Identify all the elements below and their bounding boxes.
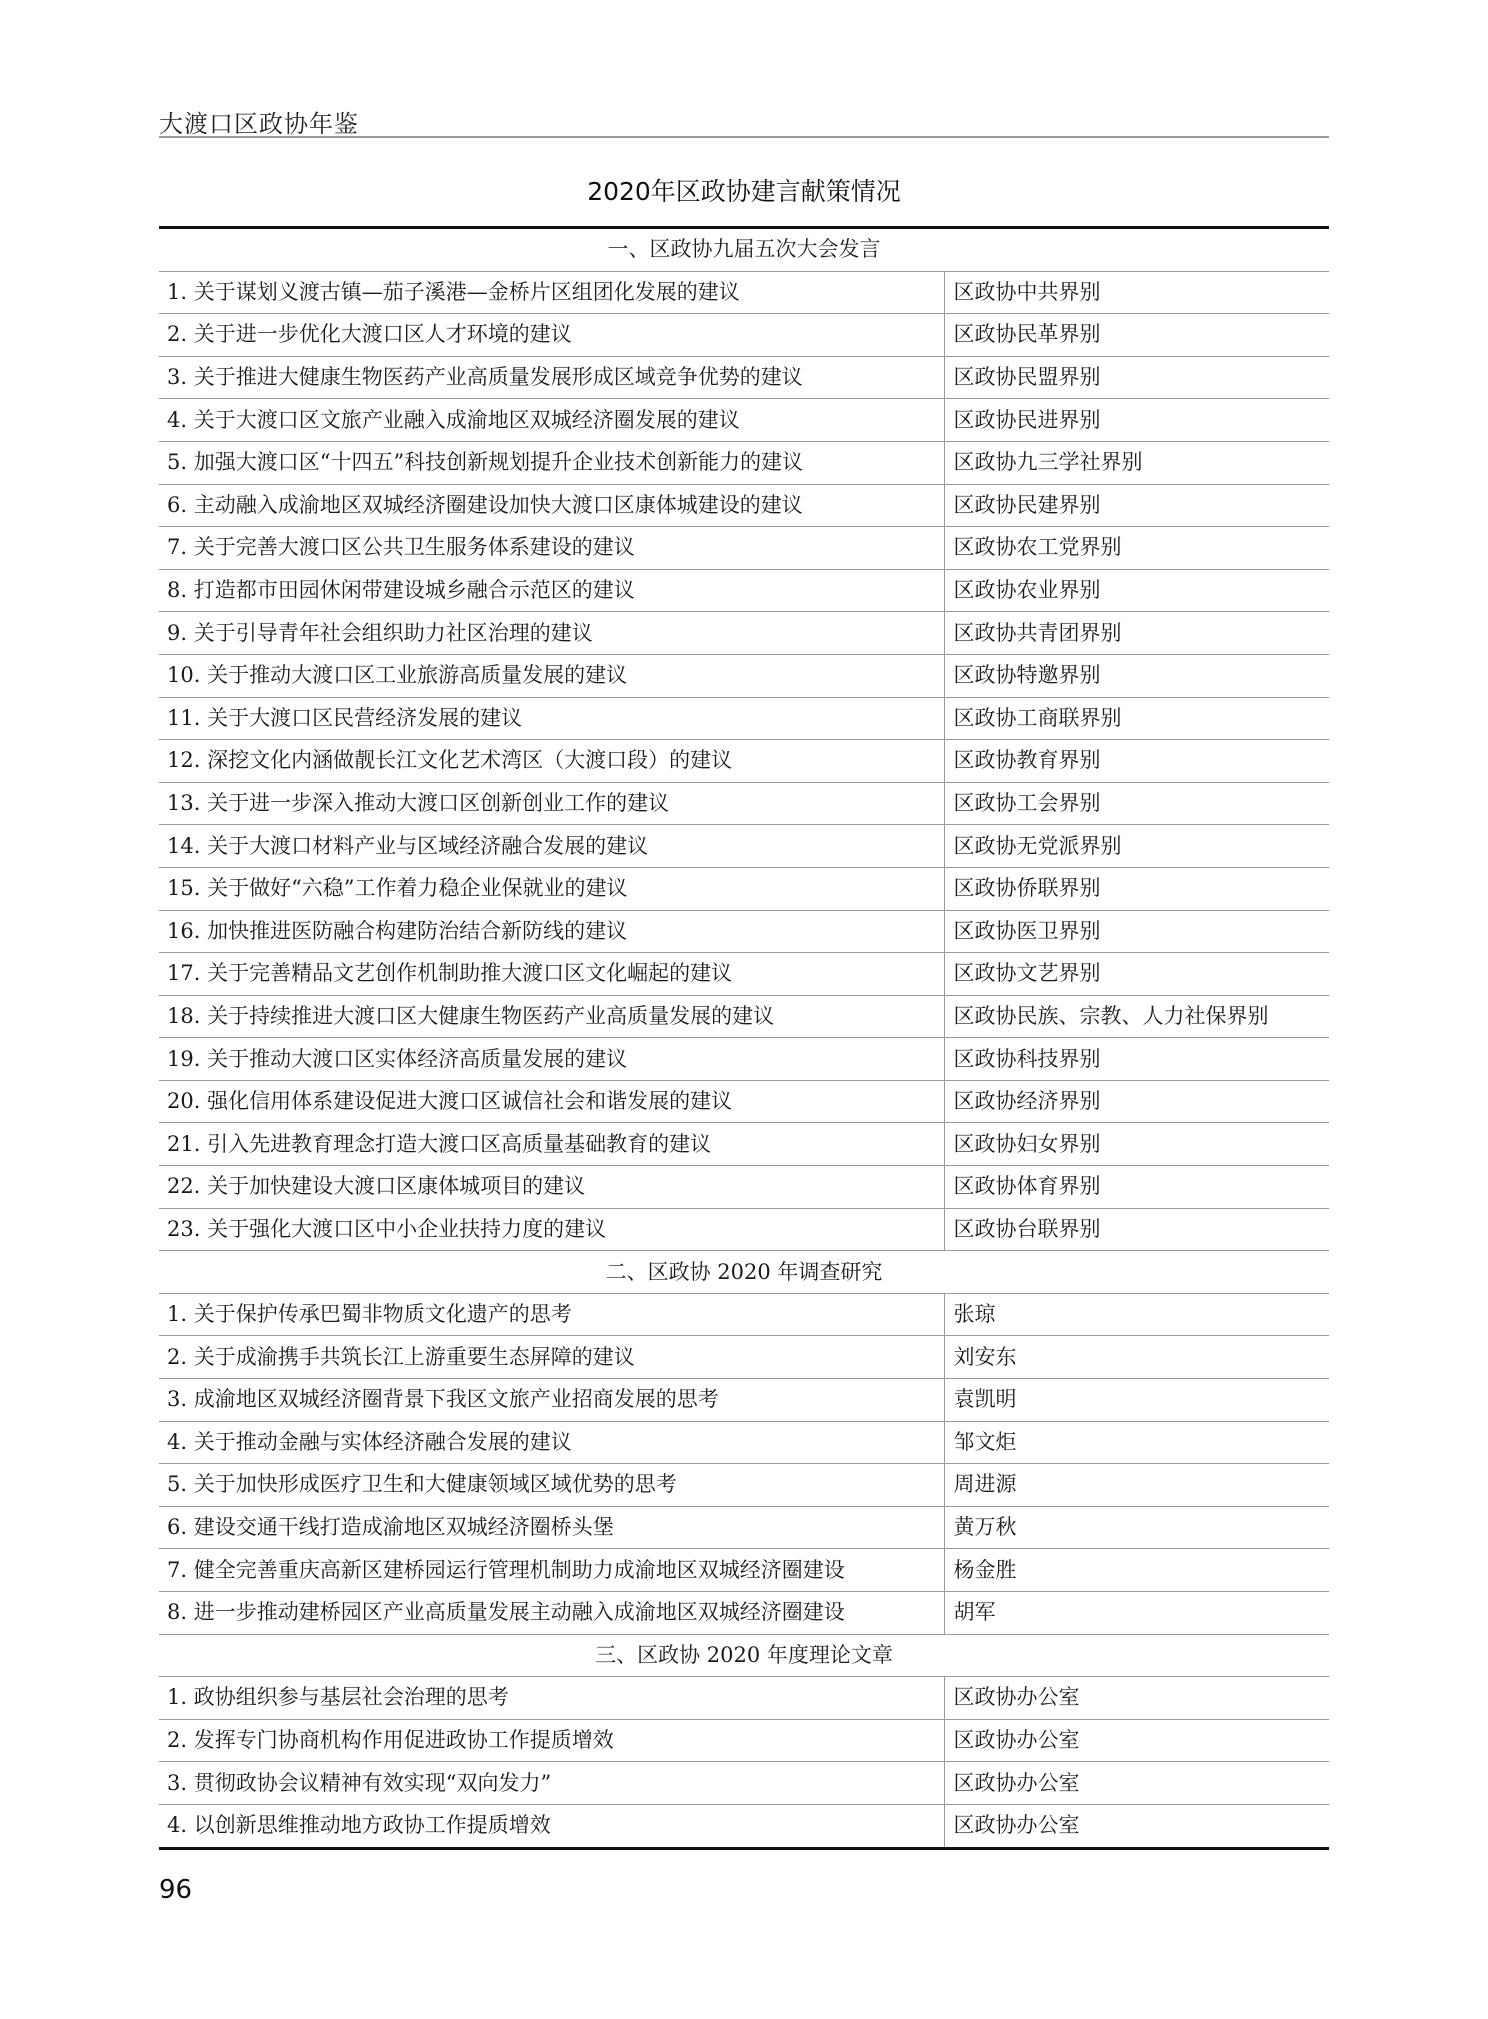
proposal-title: 2. 关于成渝携手共筑长江上游重要生态屏障的建议 <box>159 1336 944 1379</box>
proposal-author: 区政协妇女界别 <box>944 1123 1329 1166</box>
table-row <box>159 1379 1329 1422</box>
table-row <box>159 1336 1329 1379</box>
section-heading-row <box>159 1251 1329 1294</box>
proposal-author: 区政协体育界别 <box>944 1166 1329 1209</box>
proposal-title: 6. 建设交通干线打造成渝地区双城经济圈桥头堡 <box>159 1506 944 1549</box>
proposal-author: 胡军 <box>944 1592 1329 1635</box>
proposal-author: 区政协工会界别 <box>944 782 1329 825</box>
table-row <box>159 1804 1329 1848</box>
proposal-title: 20. 强化信用体系建设促进大渡口区诚信社会和谐发展的建议 <box>159 1080 944 1123</box>
proposal-title: 2. 发挥专门协商机构作用促进政协工作提质增效 <box>159 1719 944 1762</box>
table-row <box>159 1592 1329 1635</box>
page-number: 96 <box>159 1875 193 1905</box>
section-heading: 一、区政协九届五次大会发言 <box>159 228 1329 272</box>
proposal-author: 区政协中共界别 <box>944 271 1329 314</box>
table-row <box>159 314 1329 357</box>
table-row <box>159 910 1329 953</box>
table-row <box>159 1166 1329 1209</box>
proposal-title: 8. 打造都市田园休闲带建设城乡融合示范区的建议 <box>159 569 944 612</box>
proposal-author: 区政协教育界别 <box>944 740 1329 783</box>
table-row <box>159 1762 1329 1805</box>
table-row <box>159 1506 1329 1549</box>
proposal-title: 9. 关于引导青年社会组织助力社区治理的建议 <box>159 612 944 655</box>
proposal-title: 4. 关于推动金融与实体经济融合发展的建议 <box>159 1421 944 1464</box>
proposal-title: 7. 健全完善重庆高新区建桥园运行管理机制助力成渝地区双城经济圈建设 <box>159 1549 944 1592</box>
proposal-author: 黄万秋 <box>944 1506 1329 1549</box>
proposal-author: 区政协九三学社界别 <box>944 441 1329 484</box>
table-row <box>159 1123 1329 1166</box>
running-header: 大渡口区政协年鉴 <box>159 110 359 138</box>
table-row <box>159 441 1329 484</box>
table-row <box>159 740 1329 783</box>
proposal-title: 14. 关于大渡口材料产业与区域经济融合发展的建议 <box>159 825 944 868</box>
proposal-author: 区政协民族、宗教、人力社保界别 <box>944 995 1329 1038</box>
proposal-title: 3. 成渝地区双城经济圈背景下我区文旅产业招商发展的思考 <box>159 1379 944 1422</box>
proposal-title: 15. 关于做好“六稳”工作着力稳企业保就业的建议 <box>159 867 944 910</box>
proposal-author: 区政协办公室 <box>944 1804 1329 1848</box>
proposal-title: 3. 贯彻政协会议精神有效实现“双向发力” <box>159 1762 944 1805</box>
proposal-author: 区政协办公室 <box>944 1762 1329 1805</box>
proposal-author: 区政协农业界别 <box>944 569 1329 612</box>
proposal-author: 袁凯明 <box>944 1379 1329 1422</box>
table-row <box>159 484 1329 527</box>
table-row <box>159 697 1329 740</box>
section-heading: 二、区政协 2020 年调查研究 <box>159 1251 1329 1294</box>
table-row <box>159 569 1329 612</box>
section-heading-row <box>159 1634 1329 1677</box>
proposal-title: 21. 引入先进教育理念打造大渡口区高质量基础教育的建议 <box>159 1123 944 1166</box>
section-heading: 三、区政协 2020 年度理论文章 <box>159 1634 1329 1677</box>
table-row <box>159 1080 1329 1123</box>
proposal-author: 区政协科技界别 <box>944 1038 1329 1081</box>
proposal-title: 23. 关于强化大渡口区中小企业扶持力度的建议 <box>159 1208 944 1251</box>
table-row <box>159 399 1329 442</box>
proposal-title: 5. 加强大渡口区“十四五”科技创新规划提升企业技术创新能力的建议 <box>159 441 944 484</box>
table-row <box>159 271 1329 314</box>
proposal-author: 区政协经济界别 <box>944 1080 1329 1123</box>
proposal-title: 22. 关于加快建设大渡口区康体城项目的建议 <box>159 1166 944 1209</box>
table-row <box>159 654 1329 697</box>
section-heading-row <box>159 228 1329 272</box>
proposal-title: 12. 深挖文化内涵做靓长江文化艺术湾区（大渡口段）的建议 <box>159 740 944 783</box>
proposal-author: 区政协无党派界别 <box>944 825 1329 868</box>
proposal-title: 7. 关于完善大渡口区公共卫生服务体系建设的建议 <box>159 527 944 570</box>
proposal-author: 区政协文艺界别 <box>944 953 1329 996</box>
table-row <box>159 1677 1329 1720</box>
proposal-author: 区政协侨联界别 <box>944 867 1329 910</box>
proposal-author: 区政协办公室 <box>944 1677 1329 1720</box>
proposal-title: 18. 关于持续推进大渡口区大健康生物医药产业高质量发展的建议 <box>159 995 944 1038</box>
table-row <box>159 953 1329 996</box>
proposals-table <box>159 226 1329 1850</box>
proposal-author: 区政协办公室 <box>944 1719 1329 1762</box>
table-row <box>159 1293 1329 1336</box>
table-row <box>159 782 1329 825</box>
proposal-author: 张琼 <box>944 1293 1329 1336</box>
table-row <box>159 1549 1329 1592</box>
table-row <box>159 612 1329 655</box>
table-row <box>159 1208 1329 1251</box>
proposal-author: 区政协农工党界别 <box>944 527 1329 570</box>
table-row <box>159 1038 1329 1081</box>
header-divider <box>159 136 1329 138</box>
proposal-author: 刘安东 <box>944 1336 1329 1379</box>
proposal-title: 17. 关于完善精品文艺创作机制助推大渡口区文化崛起的建议 <box>159 953 944 996</box>
proposal-title: 5. 关于加快形成医疗卫生和大健康领域区域优势的思考 <box>159 1464 944 1507</box>
proposal-author: 区政协民建界别 <box>944 484 1329 527</box>
table-row <box>159 825 1329 868</box>
table-row <box>159 1464 1329 1507</box>
table-row <box>159 1719 1329 1762</box>
proposal-author: 邹文炬 <box>944 1421 1329 1464</box>
proposal-title: 1. 关于谋划义渡古镇—茄子溪港—金桥片区组团化发展的建议 <box>159 271 944 314</box>
proposal-title: 6. 主动融入成渝地区双城经济圈建设加快大渡口区康体城建设的建议 <box>159 484 944 527</box>
proposal-title: 16. 加快推进医防融合构建防治结合新防线的建议 <box>159 910 944 953</box>
proposal-title: 10. 关于推动大渡口区工业旅游高质量发展的建议 <box>159 654 944 697</box>
proposal-title: 8. 进一步推动建桥园区产业高质量发展主动融入成渝地区双城经济圈建设 <box>159 1592 944 1635</box>
proposal-author: 区政协医卫界别 <box>944 910 1329 953</box>
proposal-author: 区政协共青团界别 <box>944 612 1329 655</box>
table-row <box>159 995 1329 1038</box>
proposal-author: 区政协民革界别 <box>944 314 1329 357</box>
proposal-title: 4. 关于大渡口区文旅产业融入成渝地区双城经济圈发展的建议 <box>159 399 944 442</box>
proposal-author: 区政协台联界别 <box>944 1208 1329 1251</box>
proposal-author: 区政协民盟界别 <box>944 356 1329 399</box>
table-row <box>159 867 1329 910</box>
proposal-title: 2. 关于进一步优化大渡口区人才环境的建议 <box>159 314 944 357</box>
table-row <box>159 1421 1329 1464</box>
proposal-author: 杨金胜 <box>944 1549 1329 1592</box>
proposal-title: 1. 关于保护传承巴蜀非物质文化遗产的思考 <box>159 1293 944 1336</box>
table-row <box>159 527 1329 570</box>
proposal-author: 区政协民进界别 <box>944 399 1329 442</box>
proposal-title: 4. 以创新思维推动地方政协工作提质增效 <box>159 1804 944 1848</box>
proposal-title: 3. 关于推进大健康生物医药产业高质量发展形成区域竞争优势的建议 <box>159 356 944 399</box>
proposal-title: 19. 关于推动大渡口区实体经济高质量发展的建议 <box>159 1038 944 1081</box>
table-row <box>159 356 1329 399</box>
proposal-title: 11. 关于大渡口区民营经济发展的建议 <box>159 697 944 740</box>
proposal-author: 区政协工商联界别 <box>944 697 1329 740</box>
proposal-author: 区政协特邀界别 <box>944 654 1329 697</box>
proposal-author: 周进源 <box>944 1464 1329 1507</box>
proposal-title: 13. 关于进一步深入推动大渡口区创新创业工作的建议 <box>159 782 944 825</box>
proposal-title: 1. 政协组织参与基层社会治理的思考 <box>159 1677 944 1720</box>
page-title: 2020年区政协建言献策情况 <box>587 177 901 206</box>
